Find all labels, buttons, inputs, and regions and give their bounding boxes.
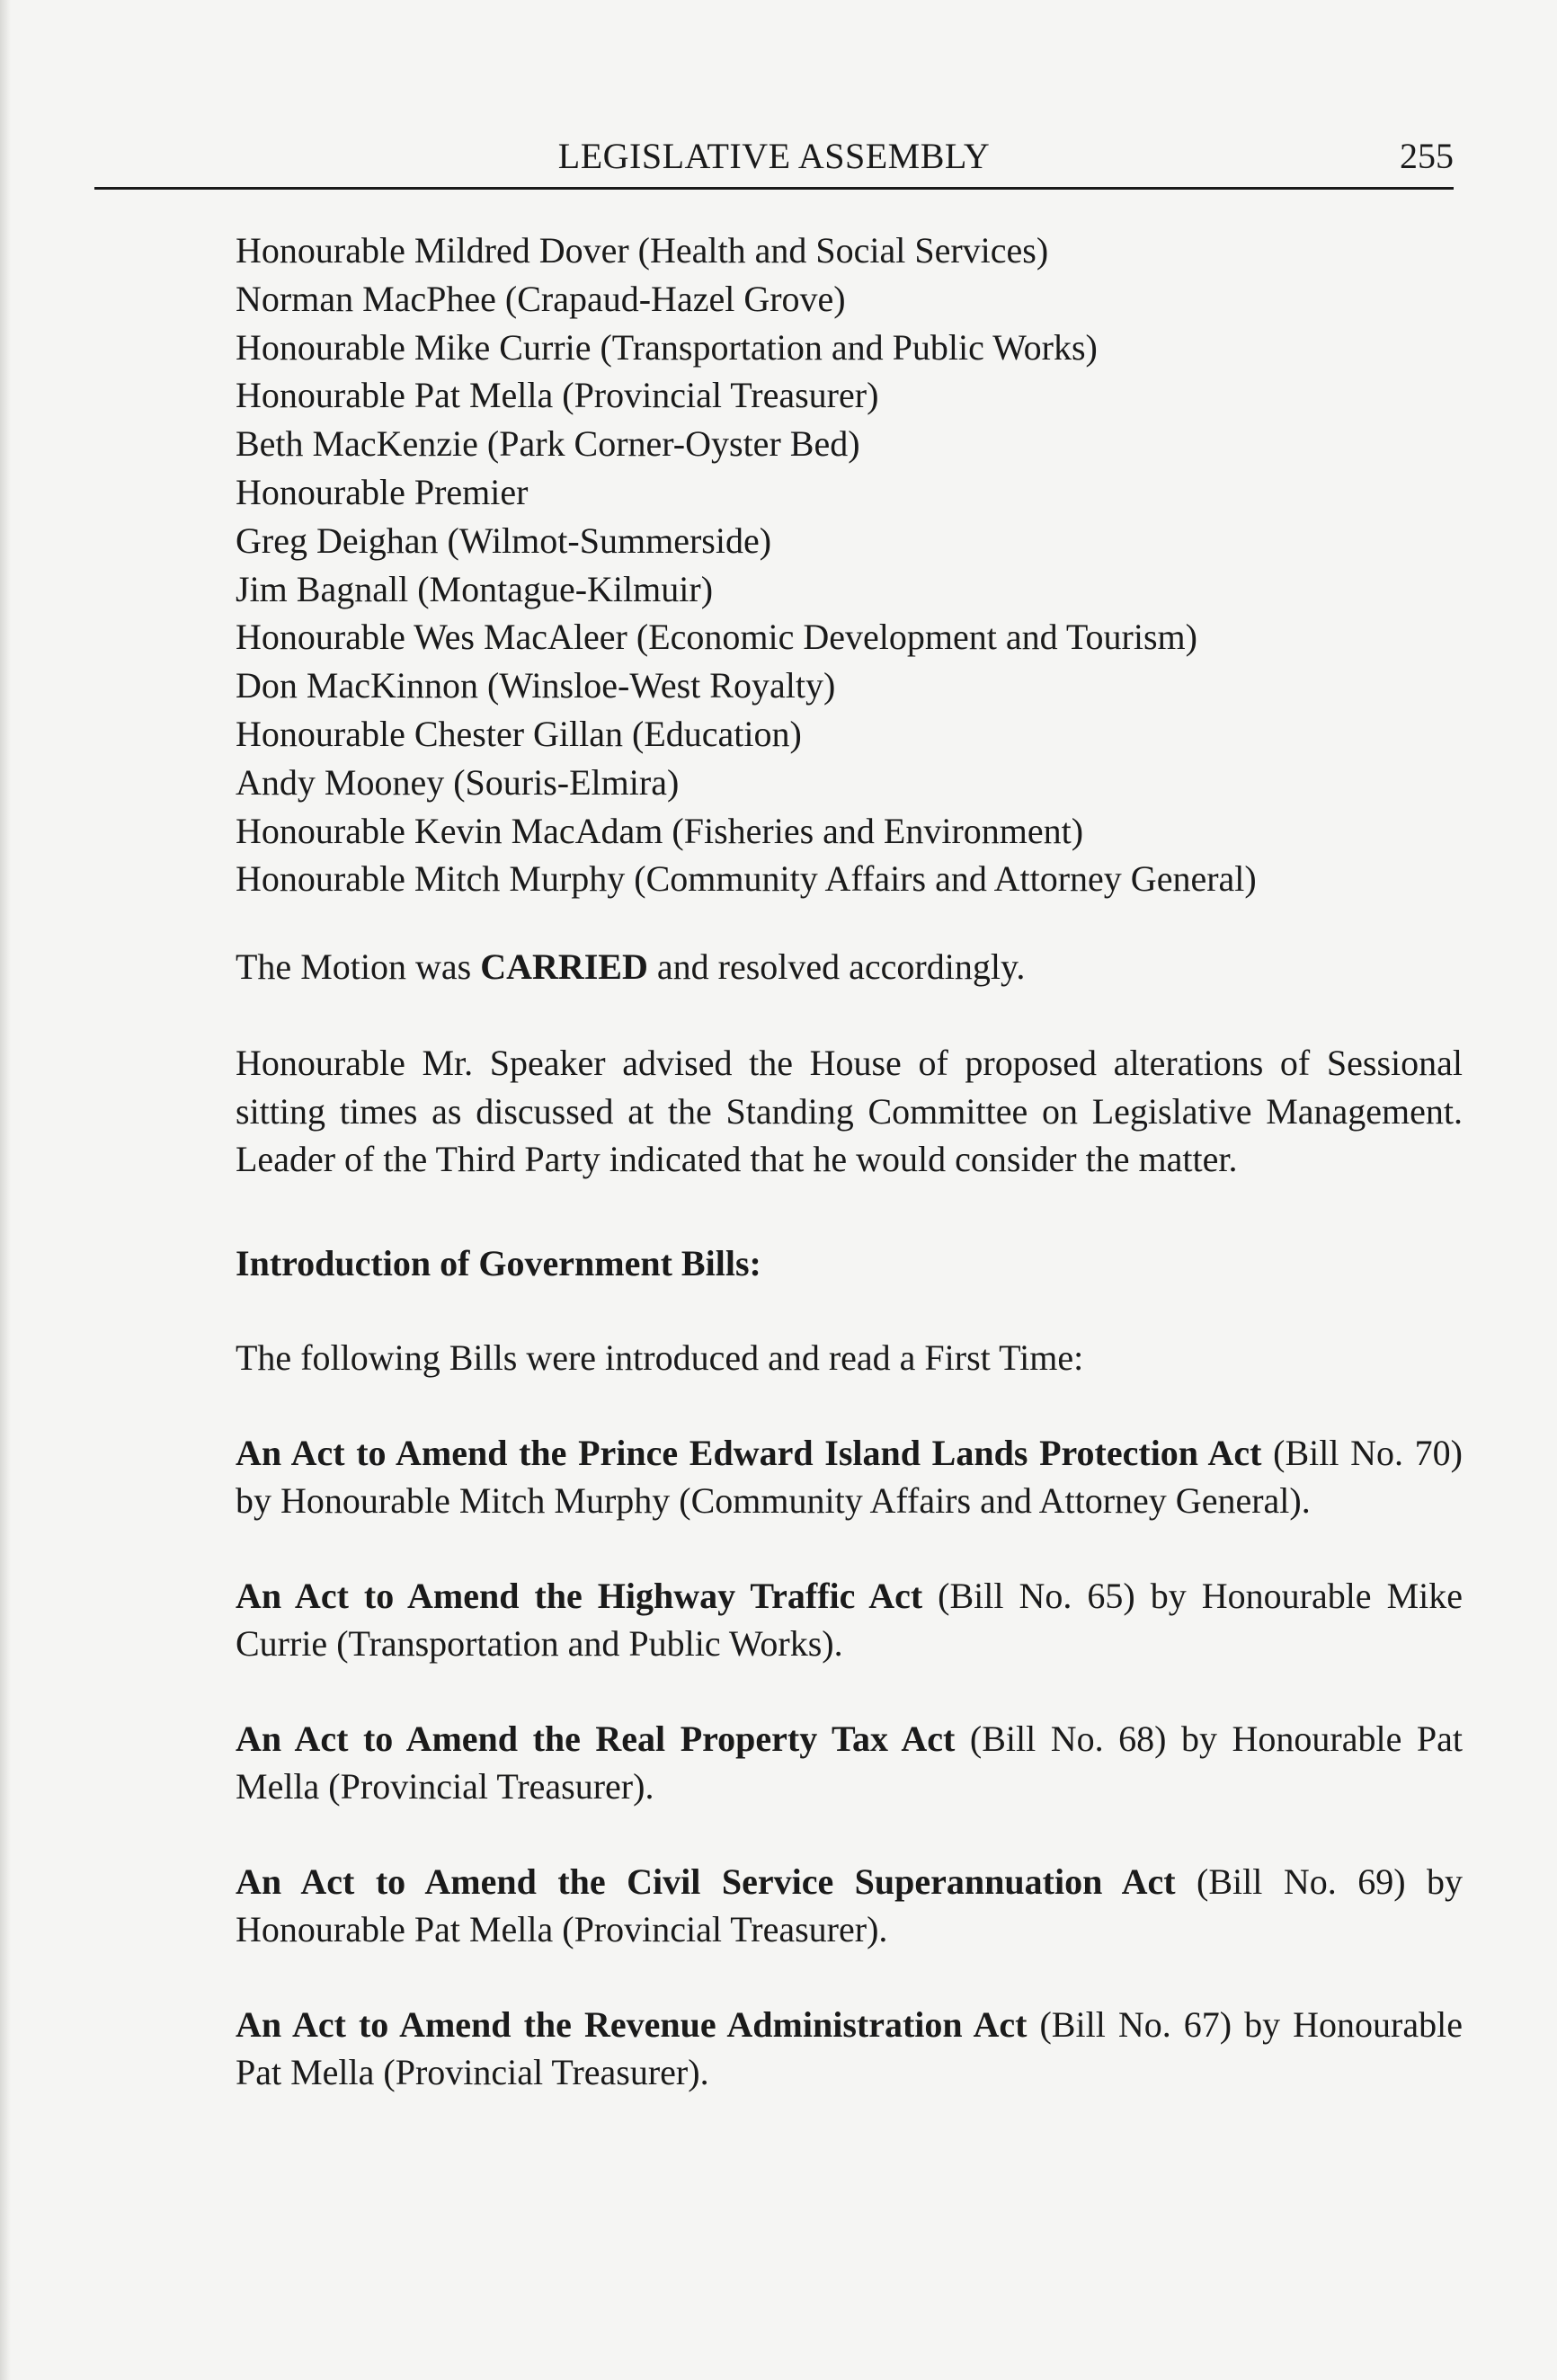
bill-detail: (Bill No. 67) by Honourable Pat Mella (Provincial Treasurer). bbox=[236, 2003, 1463, 2092]
member-item: Honourable Mitch Murphy (Community Affairs and Attorney General) bbox=[236, 858, 1257, 900]
page-header bbox=[94, 131, 1454, 190]
speaker-paragraph: Honourable Mr. Speaker advised the House of proposed alterations of Sessional sitting times as discussed at the Standing Committee on Legislative Management. Leader of the Third Party indicated that he would consider the matter. bbox=[236, 1043, 1463, 1180]
member-item: Andy Mooney (Souris-Elmira) bbox=[236, 761, 680, 803]
member-item: Norman MacPhee (Crapaud-Hazel Grove) bbox=[236, 278, 846, 319]
bill-title: An Act to Amend the Revenue Administration Act bbox=[236, 2003, 1028, 2045]
bill-entry bbox=[236, 1572, 1463, 1667]
member-item: Jim Bagnall (Montague-Kilmuir) bbox=[236, 568, 714, 609]
member-item: Don MacKinnon (Winsloe-West Royalty) bbox=[236, 665, 836, 706]
bill-detail: (Bill No. 70) by Honourable Mitch Murphy (Community Affairs and Attorney General). bbox=[236, 1432, 1464, 1521]
bill-entry bbox=[236, 2001, 1463, 2096]
bill-title: An Act to Amend the Prince Edward Island Lands Protection Act bbox=[236, 1432, 1262, 1473]
header-title: LEGISLATIVE ASSEMBLY bbox=[557, 136, 991, 176]
bill-detail: (Bill No. 65) by Honourable Mike Currie (Transportation and Public Works). bbox=[236, 1575, 1464, 1664]
member-item: Honourable Mike Currie (Transportation and Public Works) bbox=[236, 326, 1098, 368]
bill-title: An Act to Amend the Civil Service Superannuation Act bbox=[236, 1860, 1176, 1902]
bill-title: An Act to Amend the Highway Traffic Act bbox=[236, 1575, 923, 1616]
member-item: Honourable Chester Gillan (Education) bbox=[236, 713, 802, 754]
member-item: Honourable Premier bbox=[236, 471, 529, 512]
motion-text-before: The Motion was bbox=[236, 946, 481, 988]
bill-detail: (Bill No. 69) by Honourable Pat Mella (Provincial Treasurer). bbox=[236, 1860, 1464, 1949]
bill-entry bbox=[236, 1858, 1463, 1953]
section-heading: Introduction of Government Bills: bbox=[236, 1242, 761, 1283]
motion-text-after: and resolved accordingly. bbox=[647, 946, 1026, 988]
members-list bbox=[236, 226, 1463, 903]
page-number: 255 bbox=[1400, 136, 1454, 176]
member-item: Honourable Wes MacAleer (Economic Development and Tourism) bbox=[236, 617, 1197, 658]
intro-text: The following Bills were introduced and read a First Time: bbox=[236, 1337, 1084, 1378]
member-item: Greg Deighan (Wilmot-Summerside) bbox=[236, 520, 772, 561]
motion-result bbox=[236, 943, 1463, 990]
page-edge-shadow bbox=[0, 0, 11, 2380]
member-item: Honourable Mildred Dover (Health and Social Services) bbox=[236, 230, 1049, 271]
bill-entry bbox=[236, 1715, 1463, 1810]
member-item: Honourable Kevin MacAdam (Fisheries and Environment) bbox=[236, 810, 1084, 851]
member-item: Beth MacKenzie (Park Corner-Oyster Bed) bbox=[236, 423, 860, 465]
page-content bbox=[236, 226, 1463, 2096]
bill-entry bbox=[236, 1429, 1463, 1524]
member-item: Honourable Pat Mella (Provincial Treasurer) bbox=[236, 375, 879, 416]
motion-carried: CARRIED bbox=[480, 946, 648, 988]
bill-title: An Act to Amend the Real Property Tax Act bbox=[236, 1718, 956, 1759]
bill-detail: (Bill No. 68) by Honourable Pat Mella (Provincial Treasurer). bbox=[236, 1718, 1463, 1807]
